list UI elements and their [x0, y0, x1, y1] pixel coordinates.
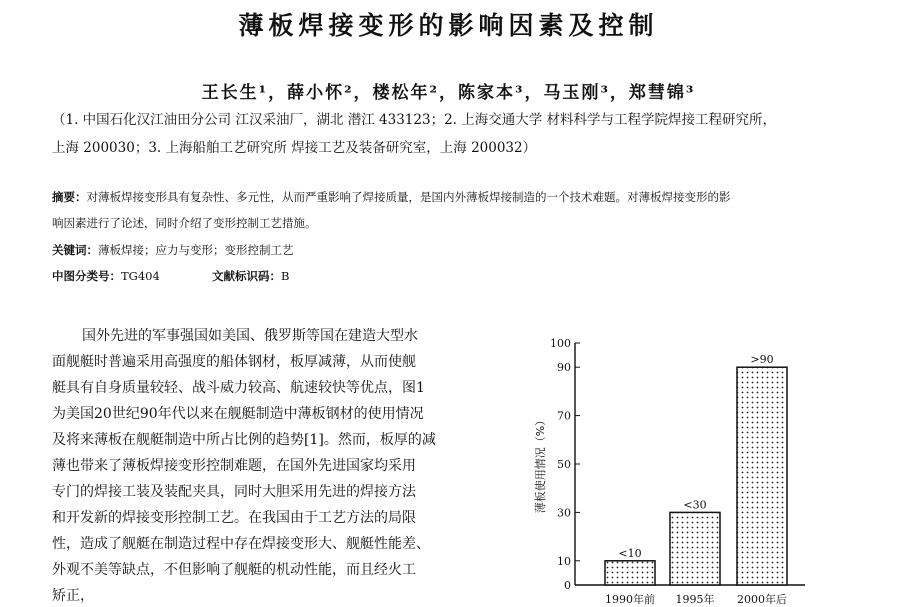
paper-title: 薄板焊接变形的影响因素及控制 [238, 11, 659, 40]
body-line: 为美国20世纪90年代以来在舰艇制造中薄板钢材的使用情况 [52, 406, 424, 422]
body-line: 及将来薄板在舰艇制造中所占比例的趋势[1]。然而，板厚的减 [52, 432, 436, 448]
abstract-label: 摘要： [52, 190, 87, 204]
bar [737, 367, 787, 585]
document-code-value: B [281, 269, 290, 283]
y-tick-label: 30 [557, 506, 571, 520]
y-axis-label: 薄板使用情况（%） [534, 414, 547, 514]
body-line: 艇具有自身质量较轻、战斗威力较高、航速较快等优点，图1 [52, 380, 425, 396]
affiliation-line-1: （1. 中国石化汉江油田分公司 江汉采油厂，湖北 潜江 433123；2. 上海交通大学 材料科学与工程学院焊接工程研究所， [52, 112, 777, 128]
y-tick-label: 50 [557, 458, 571, 471]
body-line: 薄也带来了薄板焊接变形控制难题，在国外先进国家均采用 [52, 458, 416, 474]
body-line: 和开发新的焊接变形控制工艺。在我国由于工艺方法的局限 [52, 510, 416, 526]
document-code-label: 文献标识码： [212, 269, 281, 283]
classification-value: TG404 [121, 269, 160, 283]
body-line: 外观不美等缺点，不但影响了舰艇的机动性能，而且经火工 [52, 562, 416, 578]
bar [605, 561, 655, 585]
body-line: 面舰艇时普遍采用高强度的船体钢材，板厚减薄，从而使舰 [52, 354, 416, 370]
y-tick-label: 100 [550, 337, 571, 350]
data-label: <30 [683, 498, 707, 512]
body-line: 矫正， [52, 588, 94, 604]
data-label: >90 [750, 353, 774, 367]
classification-label: 中图分类号： [52, 269, 121, 283]
bar [670, 512, 720, 585]
y-tick-label: 10 [557, 554, 571, 568]
data-label: <10 [618, 546, 642, 560]
keywords-text: 薄板焊接；应力与变形；变形控制工艺 [98, 243, 294, 257]
x-tick-label: 1995年 [675, 593, 715, 606]
x-tick-label: 2000年后 [737, 593, 787, 606]
affiliation-line-2: 上海 200030；3. 上海船舶工艺研究所 焊接工艺及装备研究室，上海 200032） [52, 140, 537, 156]
x-tick-label: 1990年前 [605, 593, 655, 606]
y-tick-label: 70 [557, 409, 571, 423]
y-tick-label: 90 [557, 361, 571, 375]
abstract-line-2: 响因素进行了论述，同时介绍了变形控制工艺措施。 [52, 216, 317, 230]
body-line: 专门的焊接工装及装配夹具，同时大胆采用先进的焊接方法 [52, 484, 416, 500]
body-line: 国外先进的军事强国如美国、俄罗斯等国在建造大型水 [82, 328, 418, 344]
y-tick-label: 0 [564, 579, 571, 592]
keywords-label: 关键词： [52, 243, 98, 257]
body-line: 性，造成了舰艇在制造过程中存在焊接变形大、舰艇性能差、 [52, 536, 430, 552]
abstract-text-1: 对薄板焊接变形具有复杂性、多元性，从而严重影响了焊接质量，是国内外薄板焊接制造的一个技术难题。对薄板焊接变形的影 [86, 190, 731, 204]
author-list: 王长生¹，薛小怀²，楼松年²，陈家本³，马玉刚³，郑彗锦³ [201, 83, 696, 103]
